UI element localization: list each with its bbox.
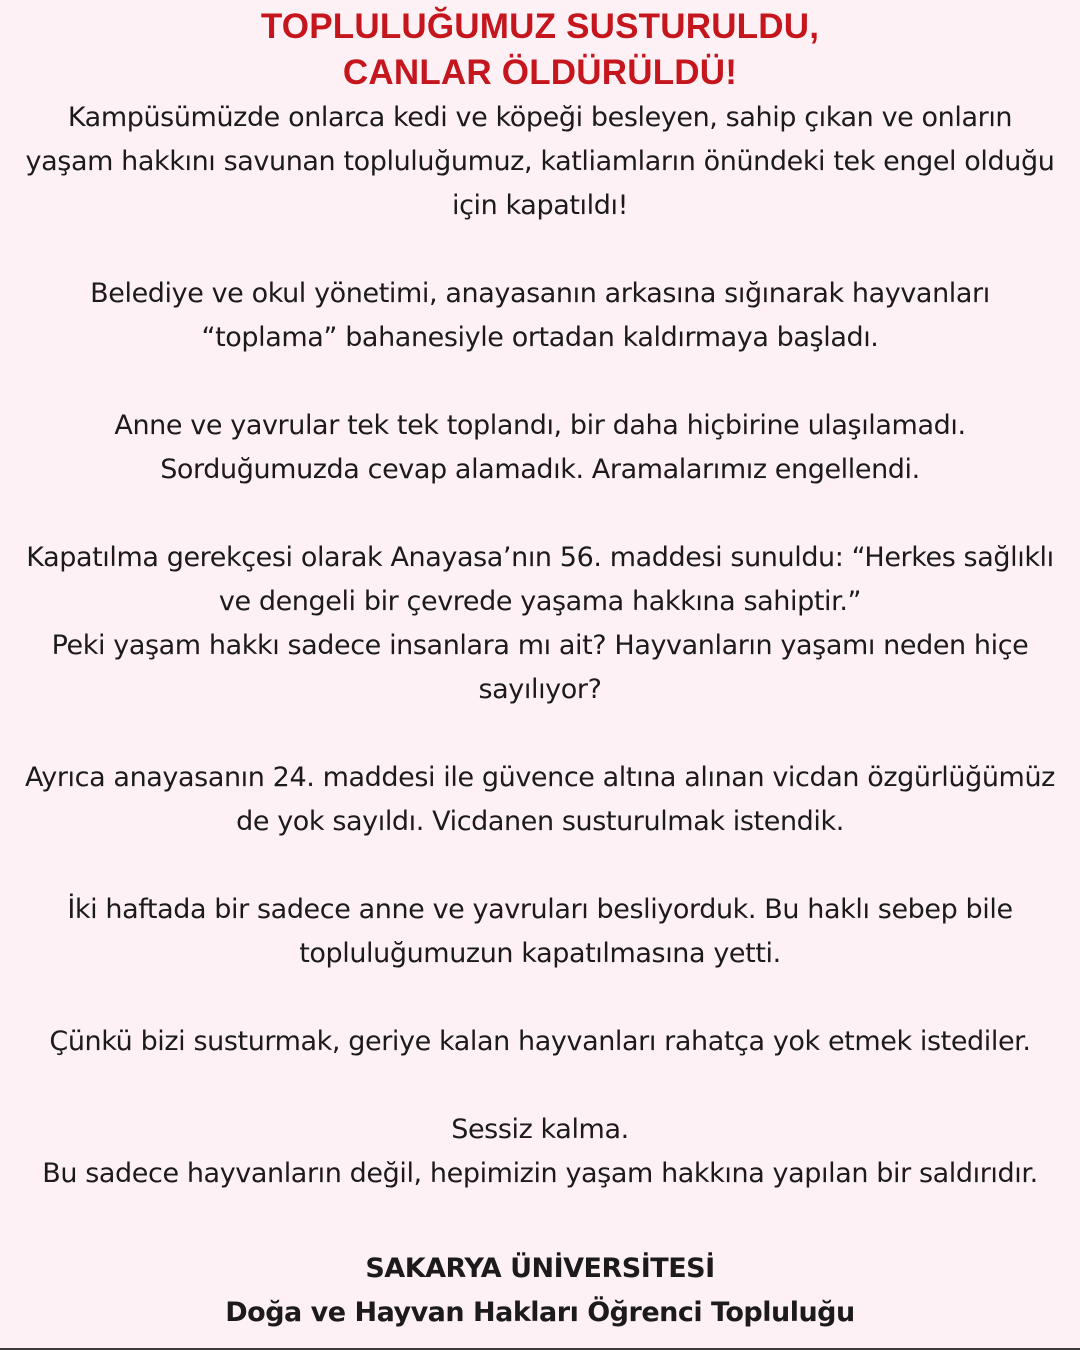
paragraph-feeding <box>0 888 1080 976</box>
headline <box>0 0 1080 96</box>
text-line: Peki yaşam hakkı sadece insanlara mı ait? Hayvanların yaşamı neden hiçe <box>51 630 1029 661</box>
text-line: Çünkü bizi susturmak, geriye kalan hayvanları rahatça yok etmek istediler. <box>49 1026 1031 1057</box>
text-line: Sorduğumuzda cevap alamadık. Aramalarımız engellendi. <box>160 454 920 485</box>
text-line: Kampüsümüzde onlarca kedi ve köpeği besleyen, sahip çıkan ve onların <box>67 102 1013 133</box>
text-line: de yok sayıldı. Vicdanen susturulmak istendik. <box>236 806 844 837</box>
text-line: sayılıyor? <box>478 674 602 705</box>
text-line: Bu sadece hayvanların değil, hepimizin yaşam hakkına yapılan bir saldırıdır. <box>42 1158 1038 1189</box>
headline-line-1: TOPLULUĞUMUZ SUSTURULDU, <box>260 7 820 46</box>
text-line: için kapatıldı! <box>452 190 628 221</box>
text-line: Kapatılma gerekçesi olarak Anayasa’nın 56. maddesi sunuldu: “Herkes sağlıklı <box>26 542 1054 573</box>
paragraph-spacer <box>0 976 1080 1020</box>
paragraph-municipality <box>0 272 1080 360</box>
text-line: İki haftada bir sadece anne ve yavruları besliyorduk. Bu haklı sebep bile <box>67 894 1013 925</box>
text-line: Belediye ve okul yönetimi, anayasanın arkasına sığınarak hayvanları <box>90 278 990 309</box>
paragraph-closure <box>0 96 1080 228</box>
paragraph-spacer <box>0 492 1080 536</box>
paragraph-article-24 <box>0 756 1080 844</box>
university-name: SAKARYA ÜNİVERSİTESİ <box>365 1253 715 1284</box>
paragraph-article-56 <box>0 536 1080 712</box>
paragraph-spacer <box>0 360 1080 404</box>
signature <box>0 1247 1080 1335</box>
statement-body <box>0 96 1080 1196</box>
paragraph-mothers-and-kittens <box>0 404 1080 492</box>
headline-line-2: CANLAR ÖLDÜRÜLDÜ! <box>342 53 738 92</box>
paragraph-reason <box>0 1020 1080 1064</box>
paragraph-spacer <box>0 844 1080 888</box>
paragraph-call-to-action <box>0 1108 1080 1196</box>
text-line: “toplama” bahanesiyle ortadan kaldırmaya başladı. <box>201 322 879 353</box>
text-line: topluluğumuzun kapatılmasına yetti. <box>299 938 781 969</box>
text-line: ve dengeli bir çevrede yaşama hakkına sahiptir.” <box>218 586 862 617</box>
text-line: yaşam hakkını savunan topluluğumuz, katliamların önündeki tek engel olduğu <box>25 146 1055 177</box>
club-name: Doğa ve Hayvan Hakları Öğrenci Topluluğu <box>225 1297 855 1328</box>
text-line: Anne ve yavrular tek tek toplandı, bir daha hiçbirine ulaşılamadı. <box>114 410 966 441</box>
text-line: Ayrıca anayasanın 24. maddesi ile güvence altına alınan vicdan özgürlüğümüz <box>25 762 1055 793</box>
paragraph-spacer <box>0 228 1080 272</box>
paragraph-spacer <box>0 1064 1080 1108</box>
text-line: Sessiz kalma. <box>451 1114 629 1145</box>
paragraph-spacer <box>0 712 1080 756</box>
